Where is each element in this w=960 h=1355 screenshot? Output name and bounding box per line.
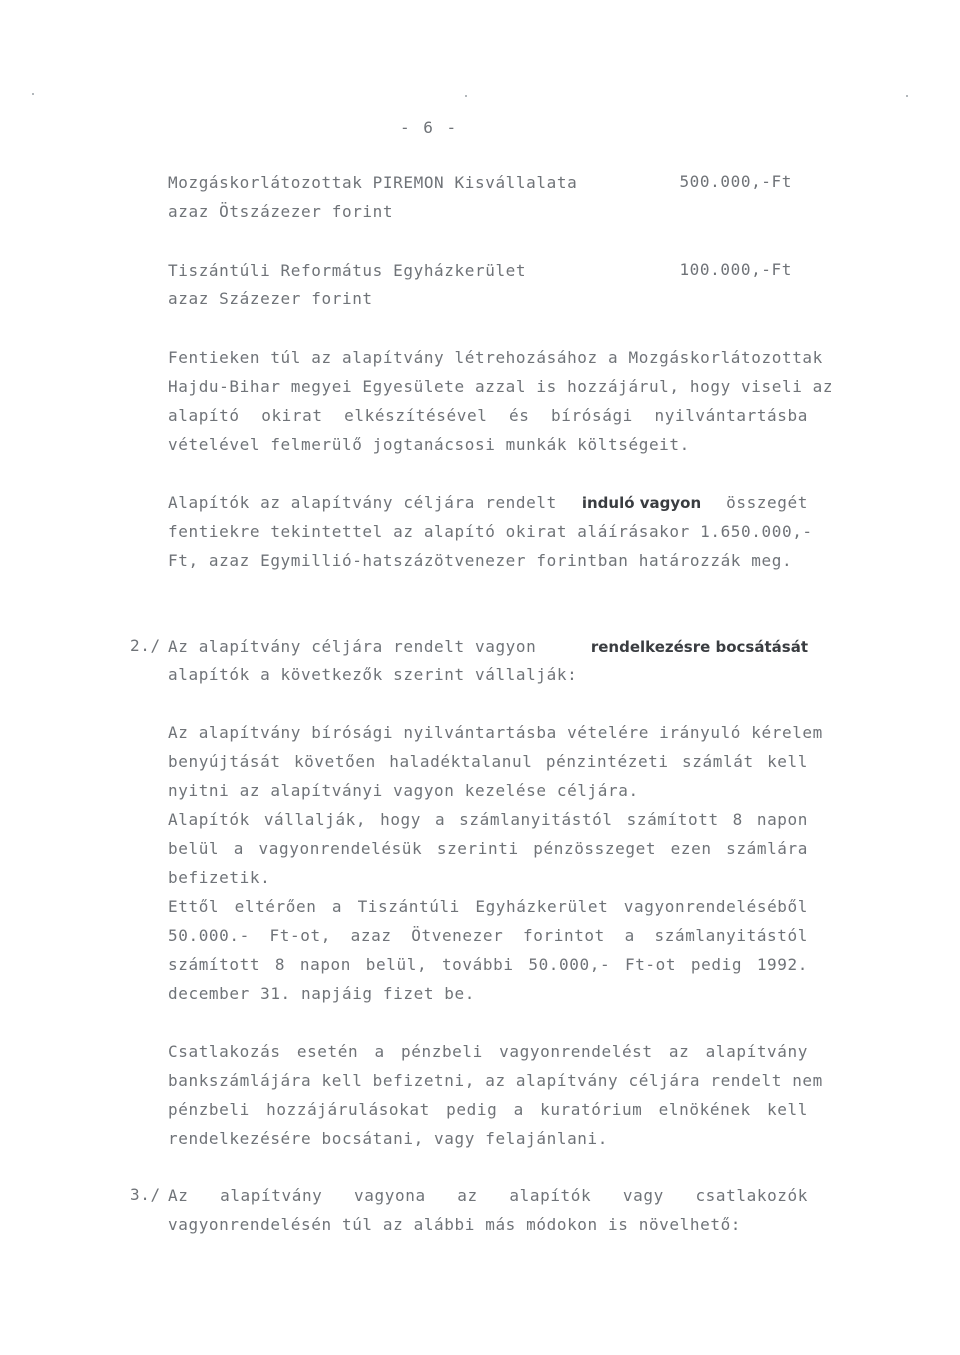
section-3-line: vagyonrendelésén túl az alábbi más módokon is növelhető: bbox=[168, 1215, 742, 1234]
donor-1-words: azaz Ötszázezer forint bbox=[168, 202, 394, 221]
donor-2-amount: 100.000,-Ft bbox=[679, 260, 792, 279]
para1-line: Fentieken túl az alapítvány létrehozásához a Mozgáskorlátozottak bbox=[168, 348, 823, 367]
para3-line: Ettől eltérően a Tiszántúli Egyházkerület vagyonrendeléséből bbox=[168, 897, 808, 916]
para4-line: rendelkezésére bocsátani, vagy felajánlani. bbox=[168, 1129, 609, 1148]
para2-line-1 bbox=[168, 492, 808, 514]
scan-speck bbox=[465, 95, 467, 97]
scan-speck bbox=[32, 93, 34, 95]
para3-line: Az alapítvány bírósági nyilvántartásba vételére irányuló kérelem bbox=[168, 723, 823, 742]
section-2-number: 2./ bbox=[130, 636, 161, 655]
para3-line: Alapítók vállalják, hogy a számlanyitástól számított 8 napon bbox=[168, 810, 808, 829]
para1-line: alapító okirat elkészítésével és bírósági nyilvántartásba bbox=[168, 406, 808, 425]
para3-line: 50.000.- Ft-ot, azaz Ötvenezer forintot a számlanyitástól bbox=[168, 926, 808, 945]
page-number: - 6 - bbox=[400, 118, 459, 137]
para4-line: bankszámlájára kell befizetni, az alapítvány céljára rendelt nem bbox=[168, 1071, 823, 1090]
donor-2-name: Tiszántúli Református Egyházkerület bbox=[168, 261, 527, 280]
para3-line: benyújtását követően haladéktalanul pénzintézeti számlát kell bbox=[168, 752, 808, 771]
para4-line: pénzbeli hozzájárulásokat pedig a kuratórium elnökének kell bbox=[168, 1100, 808, 1119]
para2-line: fentiekre tekintettel az alapító okirat aláírásakor 1.650.000,- bbox=[168, 522, 813, 541]
para3-line: befizetik. bbox=[168, 868, 271, 887]
para1-line: vételével felmerülő jogtanácsosi munkák költségeit. bbox=[168, 435, 690, 454]
para3-line: számított 8 napon belül, további 50.000,- Ft-ot pedig 1992. bbox=[168, 955, 808, 974]
para4-line: Csatlakozás esetén a pénzbeli vagyonrendelést az alapítvány bbox=[168, 1042, 808, 1061]
section-3-number: 3./ bbox=[130, 1185, 161, 1204]
donor-1-amount: 500.000,-Ft bbox=[679, 172, 792, 191]
para2-text: Alapítók az alapítvány céljára rendelt bbox=[168, 493, 557, 512]
para2-line: Ft, azaz Egymillió-hatszázötvenezer forintban határozzák meg. bbox=[168, 551, 793, 570]
scan-speck bbox=[906, 95, 908, 97]
para3-line: belül a vagyonrendelésük szerinti pénzösszeget ezen számlára bbox=[168, 839, 808, 858]
para1-line: Hajdu-Bihar megyei Egyesülete azzal is hozzájárul, hogy viseli az bbox=[168, 377, 834, 396]
para3-line: nyitni az alapítványi vagyon kezelése céljára. bbox=[168, 781, 639, 800]
para2-bold-text: induló vagyon bbox=[581, 494, 702, 512]
donor-2-words: azaz Százezer forint bbox=[168, 289, 373, 308]
section-2-line: alapítók a következők szerint vállalják: bbox=[168, 665, 578, 684]
para3-line: december 31. napjáig fizet be. bbox=[168, 984, 475, 1003]
donor-1-name: Mozgáskorlátozottak PIREMON Kisvállalata bbox=[168, 173, 578, 192]
section-3-line: Az alapítvány vagyona az alapítók vagy csatlakozók bbox=[168, 1186, 808, 1205]
section-2-bold-text: rendelkezésre bocsátását bbox=[590, 638, 808, 656]
section-2-line-1 bbox=[168, 636, 808, 658]
section-2-text: Az alapítvány céljára rendelt vagyon bbox=[168, 637, 537, 656]
para2-text: összegét bbox=[726, 493, 808, 512]
